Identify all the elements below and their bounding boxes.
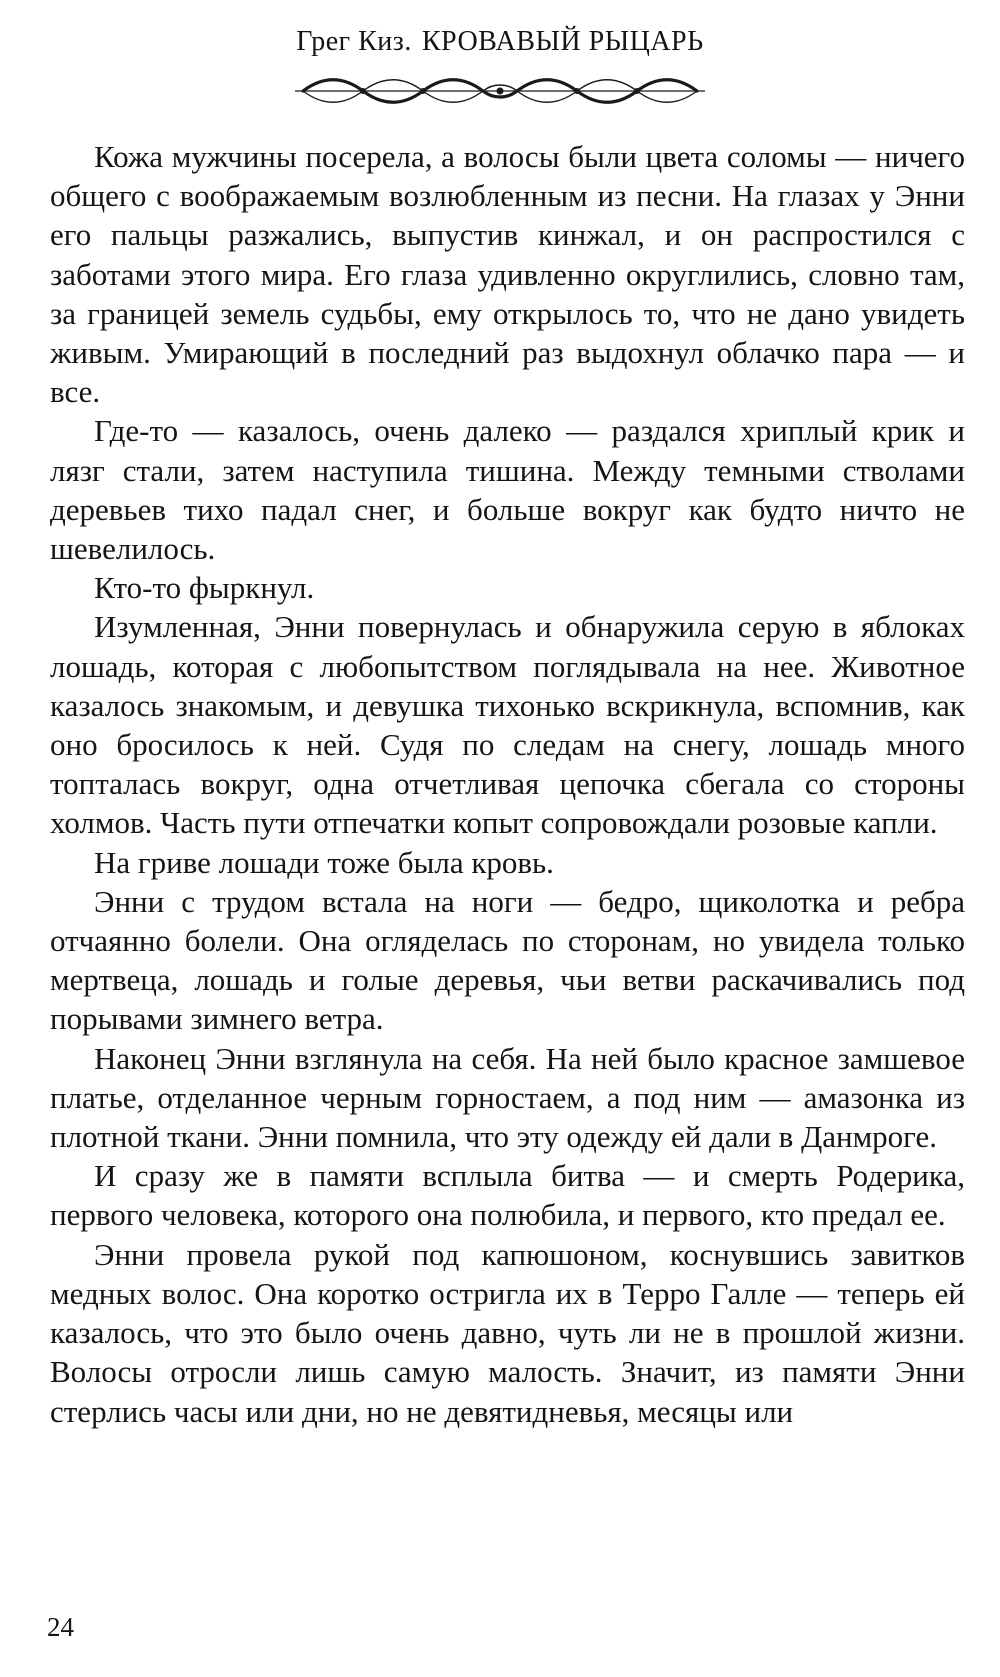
running-head-title: КРОВАВЫЙ РЫЦАРЬ bbox=[421, 26, 704, 57]
paragraph: Энни с трудом встала на ноги — бедро, щиколотка и ребра отчаянно болели. Она огляделась по сторонам, но увидела только мертвеца, лошадь и голые деревья, чьи ветви раскачивались под порывами зимнего ветра. bbox=[50, 883, 965, 1037]
paragraph: Кто-то фыркнул. bbox=[94, 570, 315, 606]
paragraph: Наконец Энни взглянула на себя. На ней было красное замшевое платье, отделанное черным горностаем, а под ним — амазонка из плотной ткани. Энни помнила, что эту одежду ей дали в Данмроге. bbox=[50, 1040, 965, 1155]
paragraph: На гриве лошади тоже была кровь. bbox=[94, 844, 554, 880]
page-number: 24 bbox=[47, 1612, 74, 1642]
running-head bbox=[0, 26, 1000, 58]
paragraph: Где-то — казалось, очень далеко — раздался хриплый крик и лязг стали, затем наступила тишина. Между темными стволами деревьев тихо падал снег, и больше вокруг как будто ничто не шевелилось. bbox=[50, 413, 965, 567]
paragraph: Кожа мужчины посерела, а волосы были цвета соломы — ничего общего с воображаемым возлюбленным из песни. На глазах у Энни его пальцы разжались, выпустив кинжал, и он распростился с заботами этого мира. Его глаза удивленно округлились, словно там, за границей земель судьбы, ему открылось то, что не дано увидеть живым. Умирающий в последний раз выдохнул облачко пара — и все. bbox=[50, 139, 965, 410]
paragraph: Энни провела рукой под капюшоном, коснувшись завитков медных волос. Она коротко остригла их в Терро Галле — теперь ей казалось, что это было очень давно, чуть ли не в прошлой жизни. Волосы отросли лишь самую малость. Значит, из памяти Энни стерлись часы или дни, но не девятидневья, месяцы или bbox=[50, 1236, 965, 1429]
paragraph: Изумленная, Энни повернулась и обнаружила серую в яблоках лошадь, которая с любопытством поглядывала на нее. Животное казалось знакомым, и девушка тихонько вскрикнула, вспомнив, как оно бросилось к ней. Судя по следам на снегу, лошадь много топталась вокруг, одна отчетливая цепочка сбегала со стороны холмов. Часть пути отпечатки копыт сопровождали розовые капли. bbox=[50, 609, 965, 841]
decorative-vine-divider-icon bbox=[295, 72, 705, 110]
body-text bbox=[50, 137, 965, 1431]
paragraph: И сразу же в памяти всплыла битва — и смерть Родерика, первого человека, которого она полюбила, и первого, кто предал ее. bbox=[50, 1158, 965, 1233]
running-head-author: Грег Киз. bbox=[296, 26, 412, 57]
